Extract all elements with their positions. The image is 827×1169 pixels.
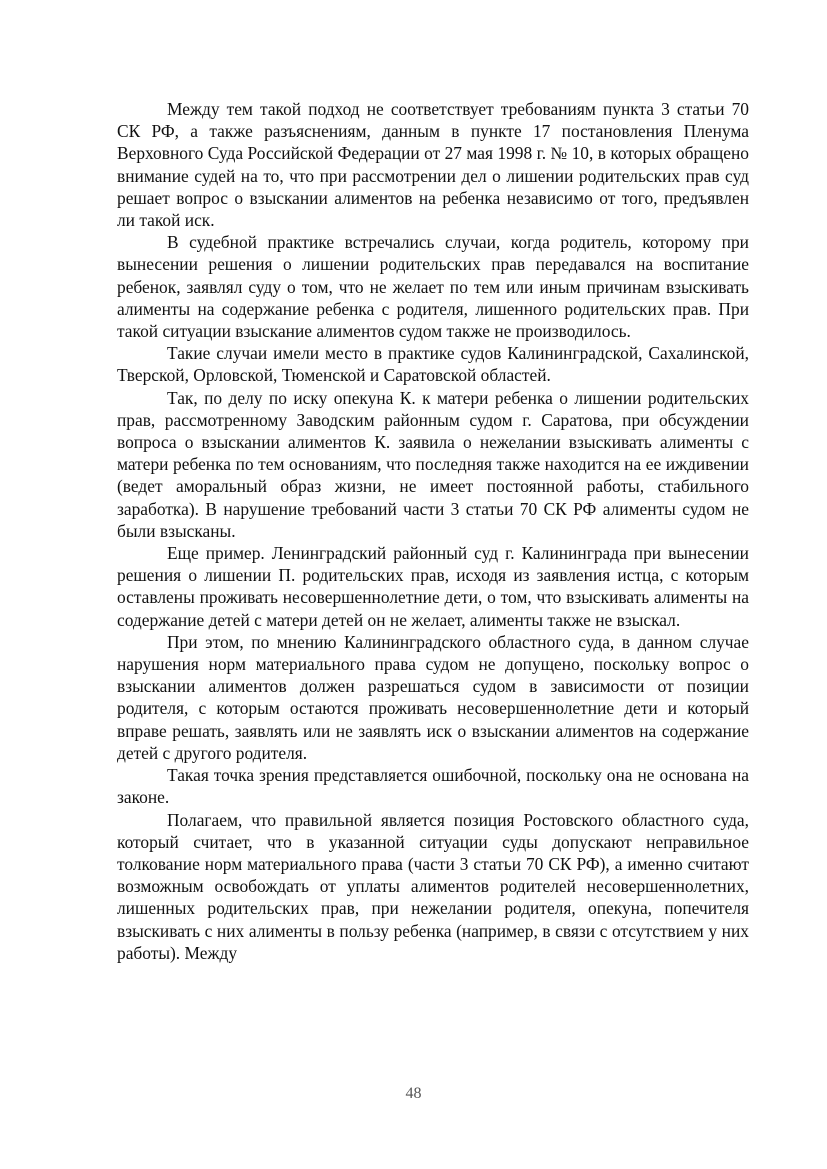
document-body [117,98,749,964]
paragraph-6: При этом, по мнению Калининградского областного суда, в данном случае нарушения норм материального права судом не допущено, поскольку вопрос о взыскании алиментов должен разрешаться судом в зависимости от позиции родителя, с которым остаются проживать несовершеннолетние дети и который вправе решать, заявлять или не заявлять иск о взыскании алиментов на содержание детей с другого родителя. [117,631,749,763]
paragraph-5: Еще пример. Ленинградский районный суд г. Калининграда при вынесении решения о лишении П. родительских прав, исходя из заявления истца, с которым оставлены проживать несовершеннолетние дети, о том, что взыскивать алименты на содержание детей с матери детей он не желает, алименты также не взыскал. [117,543,749,630]
paragraph-2: В судебной практике встречались случаи, когда родитель, которому при вынесении решения о лишении родительских прав передавался на воспитание ребенок, заявлял суду о том, что не желает по тем или иным причинам взыскивать алименты на содержание ребенка с родителя, лишенного родительских прав. При такой ситуации взыскание алиментов судом также не производилось. [117,232,749,342]
page-number: 48 [405,1085,422,1102]
paragraph-7: Такая точка зрения представляется ошибочной, поскольку она не основана на законе. [117,765,749,808]
paragraph-1: Между тем такой подход не соответствует требованиям пункта 3 статьи 70 СК РФ, а также разъяснениям, данным в пункте 17 постановления Пленума Верховного Суда Российской Федерации от 27 мая 1998 г. № 10, в которых обращено внимание судей на то, что при рассмотрении дел о лишении родительских прав суд решает вопрос о взыскании алиментов на ребенка независимо от того, предъявлен ли такой иск. [117,99,749,231]
paragraph-8: Полагаем, что правильной является позиция Ростовского областного суда, который считает, что в указанной ситуации суды допускают неправильное толкование норм материального права (части 3 статьи 70 СК РФ), а именно считают возможным освобождать от уплаты алиментов родителей несовершеннолетних, лишенных родительских прав, при нежелании родителя, опекуна, попечителя взыскивать с них алименты в пользу ребенка (например, в связи с отсутствием у них работы). Между [117,809,749,963]
paragraph-3: Такие случаи имели место в практике судов Калининградской, Сахалинской, Тверской, Орловской, Тюменской и Саратовской областей. [117,343,749,386]
paragraph-4: Так, по делу по иску опекуна К. к матери ребенка о лишении родительских прав, рассмотренному Заводским районным судом г. Саратова, при обсуждении вопроса о взыскании алиментов К. заявила о нежелании взыскивать алименты с матери ребенка по тем основаниям, что последняя также находится на ее иждивении (ведет аморальный образ жизни, не имеет постоянной работы, стабильного заработка). В нарушение требований части 3 статьи 70 СК РФ алименты судом не были взысканы. [117,387,749,541]
